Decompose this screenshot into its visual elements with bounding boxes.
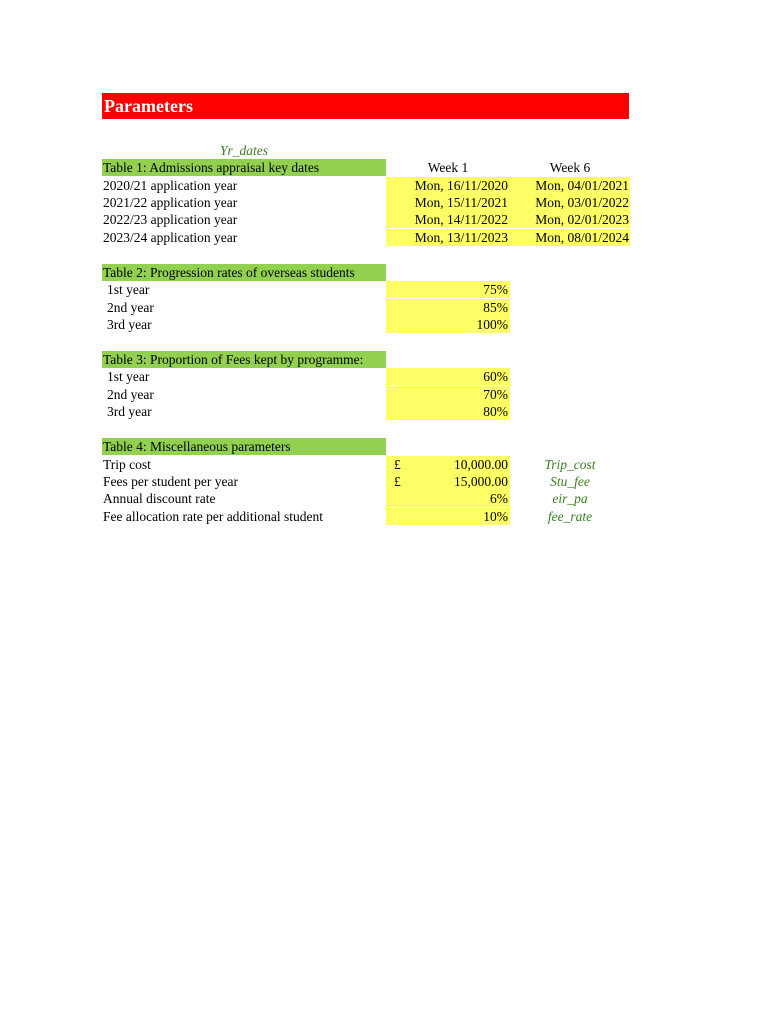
- row-label[interactable]: 2022/23 application year: [103, 212, 238, 227]
- table-row: [102, 403, 630, 420]
- table3-header-row: [102, 351, 630, 368]
- value-cell[interactable]: [386, 473, 510, 490]
- table-row: [102, 508, 630, 525]
- row-label[interactable]: 3rd year: [107, 317, 152, 332]
- row-label[interactable]: 3rd year: [107, 404, 152, 419]
- row-label[interactable]: Trip cost: [103, 457, 151, 472]
- week1-cell[interactable]: Mon, 16/11/2020: [386, 177, 510, 194]
- week1-cell[interactable]: Mon, 15/11/2021: [386, 194, 510, 211]
- week6-cell[interactable]: Mon, 02/01/2023: [510, 211, 630, 228]
- row-label[interactable]: Fee allocation rate per additional student: [103, 509, 324, 524]
- value-cell[interactable]: [386, 490, 510, 507]
- currency-symbol: £: [394, 457, 401, 472]
- table-row: [102, 386, 630, 403]
- value-cell[interactable]: [386, 456, 510, 473]
- table-row: [102, 316, 630, 333]
- week1-cell[interactable]: Mon, 14/11/2022: [386, 211, 510, 228]
- row-label[interactable]: 1st year: [107, 369, 150, 384]
- row-label[interactable]: 2020/21 application year: [103, 178, 238, 193]
- value-cell[interactable]: 70%: [386, 386, 510, 403]
- table-row: [102, 299, 630, 316]
- range-name-yr-dates: Yr_dates: [220, 143, 269, 158]
- week1-cell[interactable]: Mon, 13/11/2023: [386, 229, 510, 246]
- row-label[interactable]: Fees per student per year: [103, 474, 238, 489]
- value-text: 10%: [483, 509, 508, 524]
- table1-col-week1[interactable]: Week 1: [427, 160, 469, 175]
- table1-header-row: [102, 159, 630, 176]
- row-label[interactable]: Annual discount rate: [103, 491, 216, 506]
- week6-cell[interactable]: Mon, 08/01/2024: [510, 229, 630, 246]
- value-text: 6%: [490, 491, 508, 506]
- table4-header-row: [102, 438, 630, 455]
- table3-title[interactable]: Table 3: Proportion of Fees kept by programme:: [102, 351, 386, 368]
- table4-title[interactable]: Table 4: Miscellaneous parameters: [102, 438, 386, 455]
- range-name: Stu_fee: [550, 474, 590, 489]
- value-cell[interactable]: 75%: [386, 281, 510, 298]
- table-row: [102, 177, 630, 194]
- range-name: fee_rate: [547, 509, 593, 524]
- week6-cell[interactable]: Mon, 04/01/2021: [510, 177, 630, 194]
- page-title: Parameters: [102, 93, 629, 119]
- table1-col-week6[interactable]: Week 6: [549, 160, 591, 175]
- table2-title[interactable]: Table 2: Progression rates of overseas students: [102, 264, 386, 281]
- value-text: 15,000.00: [454, 474, 508, 489]
- week6-cell[interactable]: Mon, 03/01/2022: [510, 194, 630, 211]
- table-row: [102, 473, 630, 490]
- value-cell[interactable]: 60%: [386, 368, 510, 385]
- table1-title[interactable]: Table 1: Admissions appraisal key dates: [102, 159, 386, 176]
- value-cell[interactable]: 80%: [386, 403, 510, 420]
- row-label[interactable]: 2nd year: [107, 387, 154, 402]
- table-row: [102, 456, 630, 473]
- table-row: [102, 490, 630, 507]
- currency-symbol: £: [394, 474, 401, 489]
- range-name: Trip_cost: [544, 457, 596, 472]
- table-row: [102, 229, 630, 246]
- value-cell[interactable]: 100%: [386, 316, 510, 333]
- table2-header-row: [102, 264, 630, 281]
- value-text: 10,000.00: [454, 457, 508, 472]
- table-row: [102, 368, 630, 385]
- table-row: [102, 281, 630, 298]
- row-label[interactable]: 2021/22 application year: [103, 195, 238, 210]
- row-label[interactable]: 2023/24 application year: [103, 230, 238, 245]
- table-row: [102, 194, 630, 211]
- value-cell[interactable]: 85%: [386, 299, 510, 316]
- row-label[interactable]: 2nd year: [107, 300, 154, 315]
- table-row: [102, 211, 630, 228]
- range-name: eir_pa: [552, 491, 588, 506]
- row-label[interactable]: 1st year: [107, 282, 150, 297]
- value-cell[interactable]: [386, 508, 510, 525]
